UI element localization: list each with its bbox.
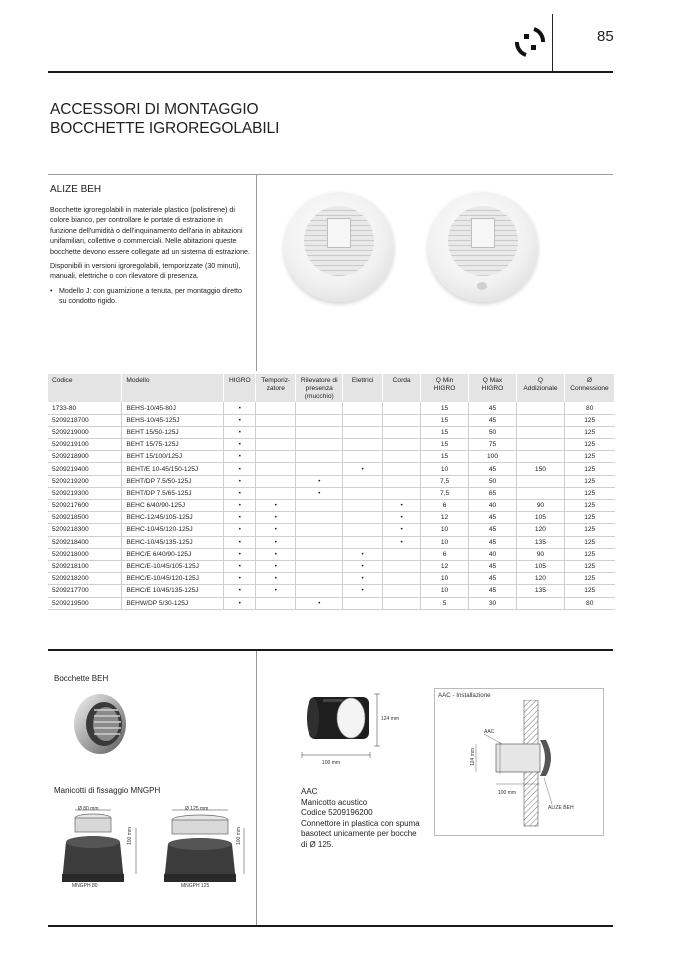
mngph-125-diameter: Ø 125 mm [185,806,209,812]
product-description [50,205,250,311]
aac-line: AAC [301,787,318,796]
table-cell [383,560,421,572]
table-cell: 135 [516,536,564,548]
table-cell: 40 [469,548,517,560]
table-cell: • [224,536,256,548]
table-cell: 5209219400 [48,463,122,475]
table-cell: 125 [564,500,614,512]
table-cell: BEHT 15/100/125J [122,451,224,463]
title-line-1: ACCESSORI DI MONTAGGIO [50,101,259,118]
table-cell: • [296,475,343,487]
table-cell: 6 [421,548,469,560]
aac-line: di Ø 125. [301,839,334,849]
table-cell: 125 [564,512,614,524]
table-cell: • [256,500,296,512]
table-cell [516,475,564,487]
table-row [48,548,615,560]
table-cell: 45 [469,414,517,426]
install-aac-label: AAC [484,729,495,735]
table-row [48,487,615,499]
table-cell: 5209218100 [48,560,122,572]
table-cell: 125 [564,475,614,487]
table-cell: 15 [421,439,469,451]
column-header: Modello [122,374,224,402]
table-cell [516,487,564,499]
install-alize-label: ALIZE BEH [548,805,574,811]
table-cell: 90 [516,548,564,560]
table-cell [256,439,296,451]
table-cell: • [256,585,296,597]
mngph-80-drawing [56,802,148,886]
column-header: Rilevatore di presenza (mucchio) [296,374,343,402]
table-cell [516,439,564,451]
table-row [48,439,615,451]
table-cell [296,439,343,451]
table-cell [256,426,296,438]
table-cell [296,500,343,512]
table-cell: • [343,560,383,572]
table-cell: 40 [469,500,517,512]
column-header: Elettrici [343,374,383,402]
table-cell: 125 [564,451,614,463]
table-cell: 5209218900 [48,451,122,463]
table-cell [256,414,296,426]
aac-height-label: 124 mm [381,716,400,722]
table-row [48,402,615,414]
table-cell: 45 [469,585,517,597]
table-cell: 80 [564,402,614,414]
table-cell: 125 [564,573,614,585]
table-cell [383,475,421,487]
table-cell [343,487,383,499]
table-cell [296,414,343,426]
table-cell [256,487,296,499]
table-cell: 10 [421,585,469,597]
table-cell: 1733-80 [48,402,122,414]
table-cell [256,597,296,609]
mngph-125-height: 100 mm [236,826,242,845]
table-cell: 10 [421,524,469,536]
table-cell: BEHS-10/45-125J [122,414,224,426]
grille-flap [327,218,351,248]
section-divider [256,651,257,927]
table-row [48,500,615,512]
table-cell: 45 [469,573,517,585]
table-cell [343,475,383,487]
table-cell: • [256,512,296,524]
table-cell: 50 [469,426,517,438]
table-cell: 30 [469,597,517,609]
table-cell [256,402,296,414]
table-cell: 15 [421,414,469,426]
table-cell [296,512,343,524]
column-header: Ø Connessione [564,374,614,402]
table-cell: • [256,573,296,585]
table-cell: BEHT 15/50-125J [122,426,224,438]
column-header: Q Min HIGRO [421,374,469,402]
table-cell [256,463,296,475]
table-cell [296,573,343,585]
table-row [48,414,615,426]
table-cell: BEHC/E 10/45/135-125J [122,585,224,597]
table-cell: 125 [564,463,614,475]
table-cell: 125 [564,439,614,451]
table-cell: • [224,585,256,597]
table-cell: BEHC 6/40/90-125J [122,500,224,512]
table-cell: 7,5 [421,475,469,487]
header-rule [48,71,613,73]
grille-cord-knob [477,282,487,290]
table-cell [343,512,383,524]
table-cell: • [224,414,256,426]
table-cell: 125 [564,414,614,426]
table-cell: • [224,548,256,560]
table-cell [296,426,343,438]
table-cell: BEHT 15/75-125J [122,439,224,451]
column-header: Q Max HIGRO [469,374,517,402]
header-divider [552,14,553,72]
table-cell: 75 [469,439,517,451]
table-cell: • [224,560,256,572]
table-row [48,585,615,597]
table-cell [296,536,343,548]
table-cell [296,524,343,536]
table-cell: 125 [564,426,614,438]
table-cell: BEHC/E-10/45/105-125J [122,560,224,572]
table-cell: 125 [564,524,614,536]
table-cell: • [224,426,256,438]
table-cell [343,414,383,426]
table-cell: 15 [421,426,469,438]
aac-width-label: 100 mm [322,760,341,766]
table-cell: BEHC/E 6/40/90-125J [122,548,224,560]
table-cell: • [224,463,256,475]
table-cell: • [256,536,296,548]
table-cell: • [256,524,296,536]
table-cell [383,402,421,414]
table-cell [516,597,564,609]
brand-logo-icon [514,26,546,58]
table-header-row [48,374,615,402]
table-row [48,524,615,536]
table-cell: • [224,573,256,585]
table-cell [343,536,383,548]
table-cell: 80 [564,597,614,609]
table-cell: 5209218200 [48,573,122,585]
table-cell: • [383,500,421,512]
description-paragraph: Disponibili in versioni igroregolabili, temporizzate (30 minuti), manuali, elettriche o con rilevatore di presenza. [50,262,241,281]
table-row [48,426,615,438]
grille-photo-with-sensor [428,192,538,302]
table-cell [383,573,421,585]
table-cell [256,475,296,487]
table-cell: • [224,402,256,414]
table-cell: 5209218500 [48,512,122,524]
table-cell: • [343,585,383,597]
grille-photo [284,192,394,302]
section-rule [48,649,613,651]
aac-line: Manicotto acustico [301,797,368,807]
table-cell: 45 [469,402,517,414]
table-cell: 12 [421,512,469,524]
table-cell: • [256,548,296,560]
table-cell: 5209218000 [48,548,122,560]
table-cell: 135 [516,585,564,597]
table-cell: 45 [469,512,517,524]
table-cell: • [343,548,383,560]
table-cell: BEHC/E-10/45/120-125J [122,573,224,585]
table-cell: 5209217700 [48,585,122,597]
mngph-125-name: MNGPH 125 [181,883,210,889]
table-cell: 45 [469,536,517,548]
table-cell: 12 [421,560,469,572]
table-cell: • [224,439,256,451]
table-cell [383,426,421,438]
column-header: HIGRO [224,374,256,402]
table-cell: 120 [516,573,564,585]
table-cell: BEHS-10/45-80J [122,402,224,414]
table-cell: • [224,487,256,499]
table-row [48,597,615,609]
mngph-80-diameter: Ø 80 mm [78,806,99,812]
table-cell: 105 [516,512,564,524]
table-row [48,475,615,487]
table-cell [516,402,564,414]
installation-title: AAC - Installazione [438,692,491,699]
table-cell: 10 [421,573,469,585]
description-bullet: • Modello J: con guarnizione a tenuta, per montaggio diretto su condotto rigido. [50,286,250,307]
page-number: 85 [597,28,614,45]
table-row [48,536,615,548]
table-cell [383,548,421,560]
table-cell [516,451,564,463]
title-line-2: BOCCHETTE IGROREGOLABILI [50,120,280,137]
table-cell: BEHT/DP 7.5/65-125J [122,487,224,499]
table-cell [383,597,421,609]
table-cell [516,414,564,426]
aac-width-dim [300,750,372,760]
table-cell [383,487,421,499]
table-cell [516,426,564,438]
table-cell [343,451,383,463]
table-cell: 50 [469,475,517,487]
section-rule [48,174,613,175]
table-cell: BEHW/DP 5/30-125J [122,597,224,609]
table-row [48,463,615,475]
installation-drawing [440,700,600,834]
table-cell: 120 [516,524,564,536]
table-cell: 5209218700 [48,414,122,426]
table-cell [296,463,343,475]
table-cell: 5209219500 [48,597,122,609]
table-cell [343,402,383,414]
table-cell: 125 [564,560,614,572]
table-cell [343,524,383,536]
table-cell: 7,5 [421,487,469,499]
table-cell: 10 [421,463,469,475]
spec-table [48,374,615,610]
product-name: ALIZE BEH [50,184,102,195]
table-cell: 65 [469,487,517,499]
table-cell: • [343,463,383,475]
table-cell: 6 [421,500,469,512]
table-cell: • [256,560,296,572]
install-width-label: 100 mm [498,790,517,796]
table-row [48,451,615,463]
table-cell [343,500,383,512]
bocchette-label: Bocchette BEH [54,674,109,683]
table-cell: • [343,573,383,585]
table-cell: BEHT/E 10-45/150-125J [122,463,224,475]
table-cell: 5209219100 [48,439,122,451]
grille-flap [471,218,495,248]
table-cell: 100 [469,451,517,463]
table-cell: 15 [421,402,469,414]
table-cell: • [383,524,421,536]
table-cell: 5209218400 [48,536,122,548]
table-cell: BEHC-10/45/135-125J [122,536,224,548]
table-cell: 5209219300 [48,487,122,499]
table-cell: 5209218300 [48,524,122,536]
beh-grille-side-photo [66,690,134,758]
table-cell [296,451,343,463]
aac-line: Codice 5209196200 [301,808,373,818]
table-row [48,560,615,572]
footer-rule [48,925,613,927]
aac-line: Connettore in plastica con spuma [301,818,420,828]
table-cell: • [296,487,343,499]
table-cell [383,439,421,451]
description-paragraph: Bocchette igroregolabili in materiale plastico (polistirene) di colore bianco, per controllare le portate di estrazione in funzione dell'umidità o dell'inquinamento dell'aria in abitazioni unifamiliari, collettive o commerciali. Nelle abitazioni queste bocchette devono essere collegate ad un sistema di estrazione. [50,206,250,256]
mngph-80-name: MNGPH 80 [72,883,98,889]
aac-line: basotect unicamente per bocche [301,829,417,839]
table-cell: • [224,475,256,487]
column-header: Temporiz- zatore [256,374,296,402]
column-header: Codice [48,374,122,402]
table-cell [296,560,343,572]
table-cell: 45 [469,463,517,475]
table-cell: • [383,536,421,548]
table-cell: BEHT/DP 7.5/50-125J [122,475,224,487]
table-cell: 45 [469,524,517,536]
install-height-label: 124 mm [470,747,476,766]
table-cell: 10 [421,536,469,548]
table-cell: • [224,500,256,512]
table-cell [296,548,343,560]
table-cell: 5209219000 [48,426,122,438]
table-body [48,402,615,609]
column-header: Corda [383,374,421,402]
table-cell: 125 [564,487,614,499]
table-cell: • [224,597,256,609]
table-cell: • [296,597,343,609]
table-cell: 5209217600 [48,500,122,512]
aac-sleeve-photo [303,693,373,743]
table-cell [343,426,383,438]
table-row [48,573,615,585]
table-cell [383,463,421,475]
table-cell: • [224,524,256,536]
table-cell [383,451,421,463]
table-cell: • [224,451,256,463]
section-divider [256,175,257,371]
column-header: Q Addizionale [516,374,564,402]
table-cell [343,439,383,451]
table-cell: 15 [421,451,469,463]
table-cell: 125 [564,536,614,548]
table-cell: 5209219200 [48,475,122,487]
table-cell [296,402,343,414]
aac-description [301,787,420,851]
table-cell: BEHC-10/45/120-125J [122,524,224,536]
table-cell: 125 [564,548,614,560]
table-cell [256,451,296,463]
page-title [50,100,279,138]
table-cell: 5 [421,597,469,609]
table-row [48,512,615,524]
table-cell: 105 [516,560,564,572]
mngph-80-height: 100 mm [127,826,133,845]
table-cell [383,585,421,597]
table-cell: 45 [469,560,517,572]
table-cell [343,597,383,609]
table-cell: BEHC-12/45/105-125J [122,512,224,524]
table-cell [383,414,421,426]
table-cell: 90 [516,500,564,512]
table-cell: • [383,512,421,524]
table-cell: 125 [564,585,614,597]
table-cell: • [224,512,256,524]
manicotti-label: Manicotti di fissaggio MNGPH [54,786,161,795]
table-cell [296,585,343,597]
table-cell: 150 [516,463,564,475]
